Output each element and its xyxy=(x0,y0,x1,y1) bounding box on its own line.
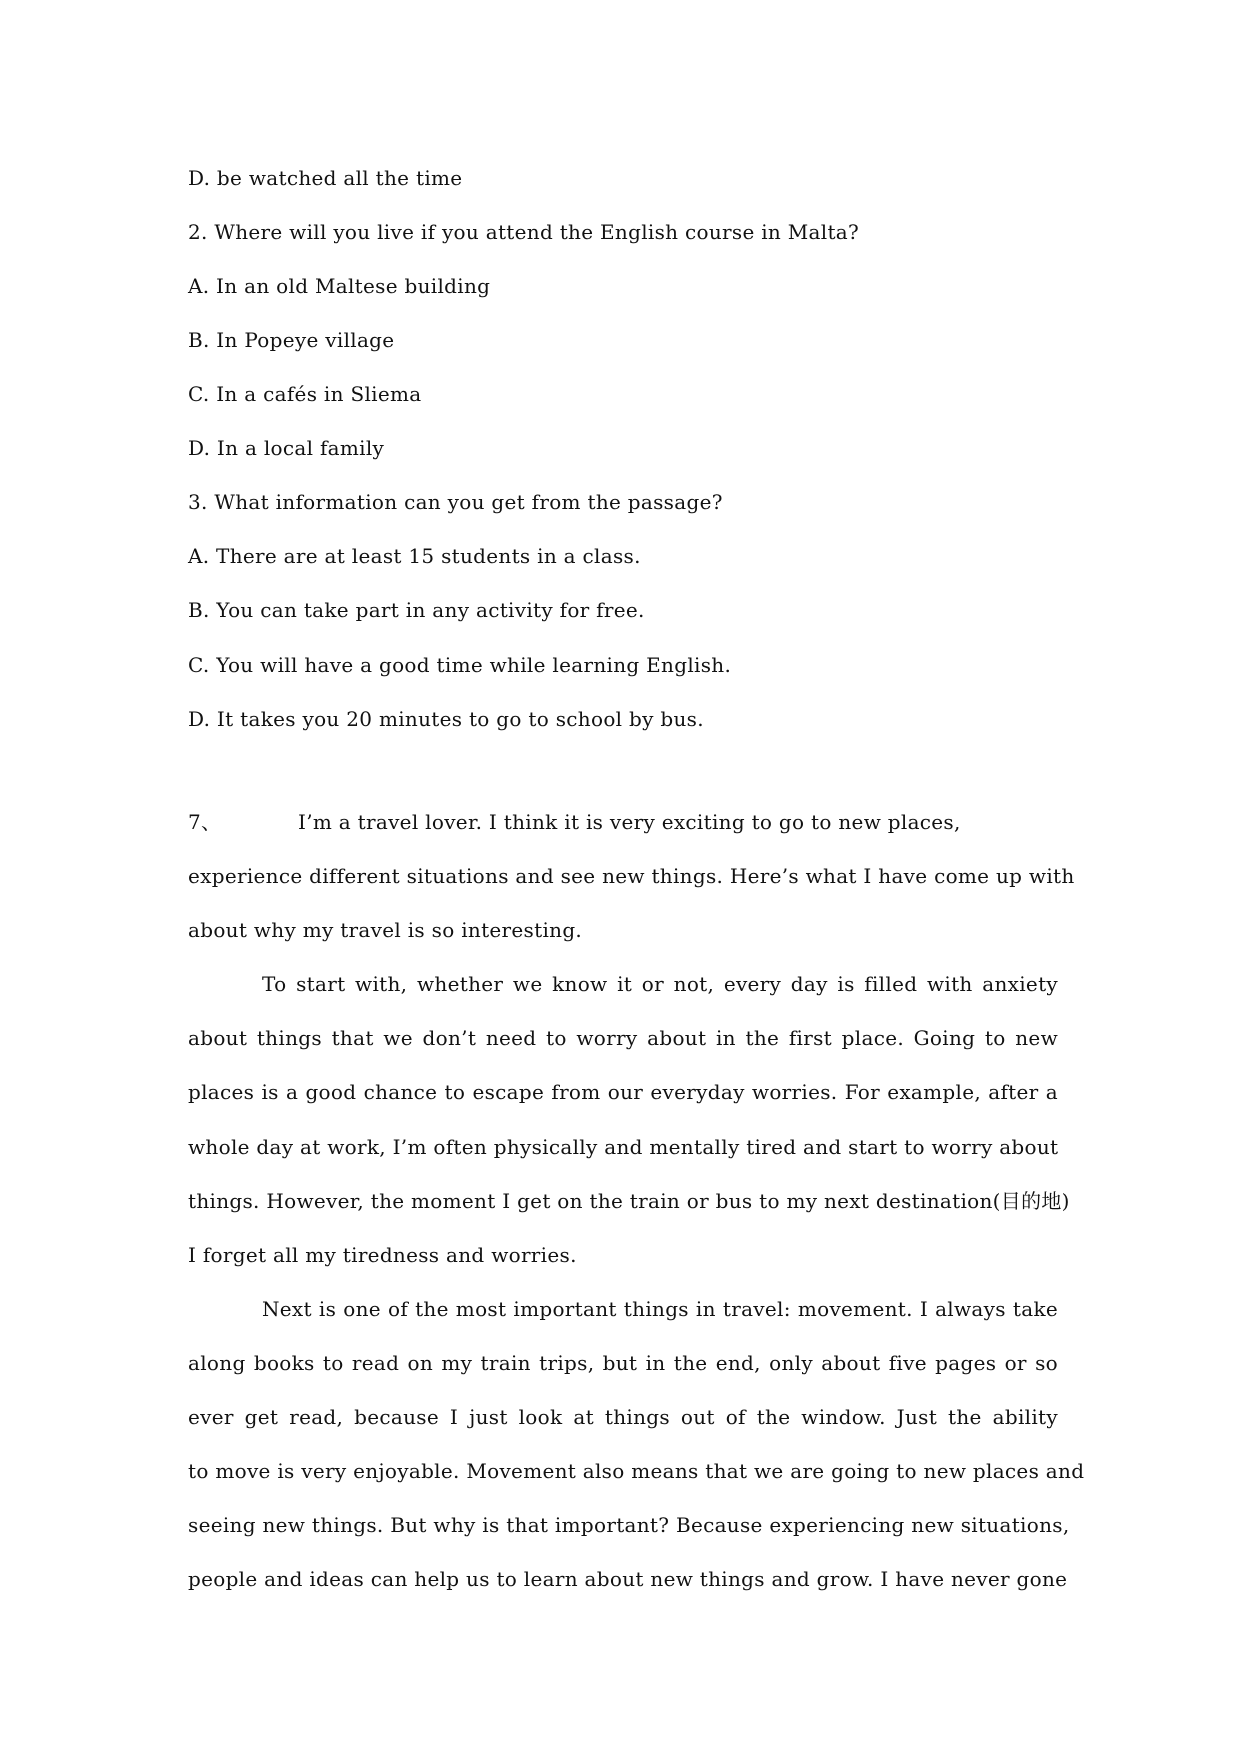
passage-line: seeing new things. But why is that important? Because experiencing new situations, xyxy=(188,1513,1070,1537)
passage-first-line xyxy=(188,808,1058,836)
passage-line: To start with, whether we know it or not, every day is filled with anxiety xyxy=(262,972,1058,996)
passage-line: places is a good chance to escape from our everyday worries. For example, after a xyxy=(188,1080,1058,1104)
q2-option-a: A. In an old Maltese building xyxy=(188,274,491,298)
passage-line: along books to read on my train trips, but in the end, only about five pages or so xyxy=(188,1351,1058,1375)
q3-option-c: C. You will have a good time while learning English. xyxy=(188,653,732,677)
passage-number: 7、 xyxy=(188,810,222,834)
q2-option-d: D. In a local family xyxy=(188,436,385,460)
passage-line: experience different situations and see new things. Here’s what I have come up with xyxy=(188,864,1075,888)
passage-line: about why my travel is so interesting. xyxy=(188,918,583,942)
passage-line: ever get read, because I just look at things out of the window. Just the ability xyxy=(188,1405,1058,1429)
passage-line: I forget all my tiredness and worries. xyxy=(188,1243,577,1267)
passage-line: about things that we don’t need to worry about in the first place. Going to new xyxy=(188,1026,1058,1050)
q2-option-c: C. In a cafés in Sliema xyxy=(188,382,422,406)
passage-text: I’m a travel lover. I think it is very exciting to go to new places, xyxy=(298,810,961,834)
q3-question: 3. What information can you get from the passage? xyxy=(188,490,723,514)
q3-option-d: D. It takes you 20 minutes to go to school by bus. xyxy=(188,707,704,731)
q2-option-b: B. In Popeye village xyxy=(188,328,395,352)
q3-option-a: A. There are at least 15 students in a class. xyxy=(188,544,641,568)
q3-option-b: B. You can take part in any activity for free. xyxy=(188,598,645,622)
q2-question: 2. Where will you live if you attend the English course in Malta? xyxy=(188,220,860,244)
passage-line: people and ideas can help us to learn about new things and grow. I have never gone xyxy=(188,1567,1068,1591)
passage-line: things. However, the moment I get on the train or bus to my next destination(目的地) xyxy=(188,1189,1070,1213)
passage-line: Next is one of the most important things in travel: movement. I always take xyxy=(262,1297,1058,1321)
passage-line: to move is very enjoyable. Movement also means that we are going to new places and xyxy=(188,1459,1085,1483)
passage-line: whole day at work, I’m often physically and mentally tired and start to worry about xyxy=(188,1135,1059,1159)
q1-option-d: D. be watched all the time xyxy=(188,166,463,190)
